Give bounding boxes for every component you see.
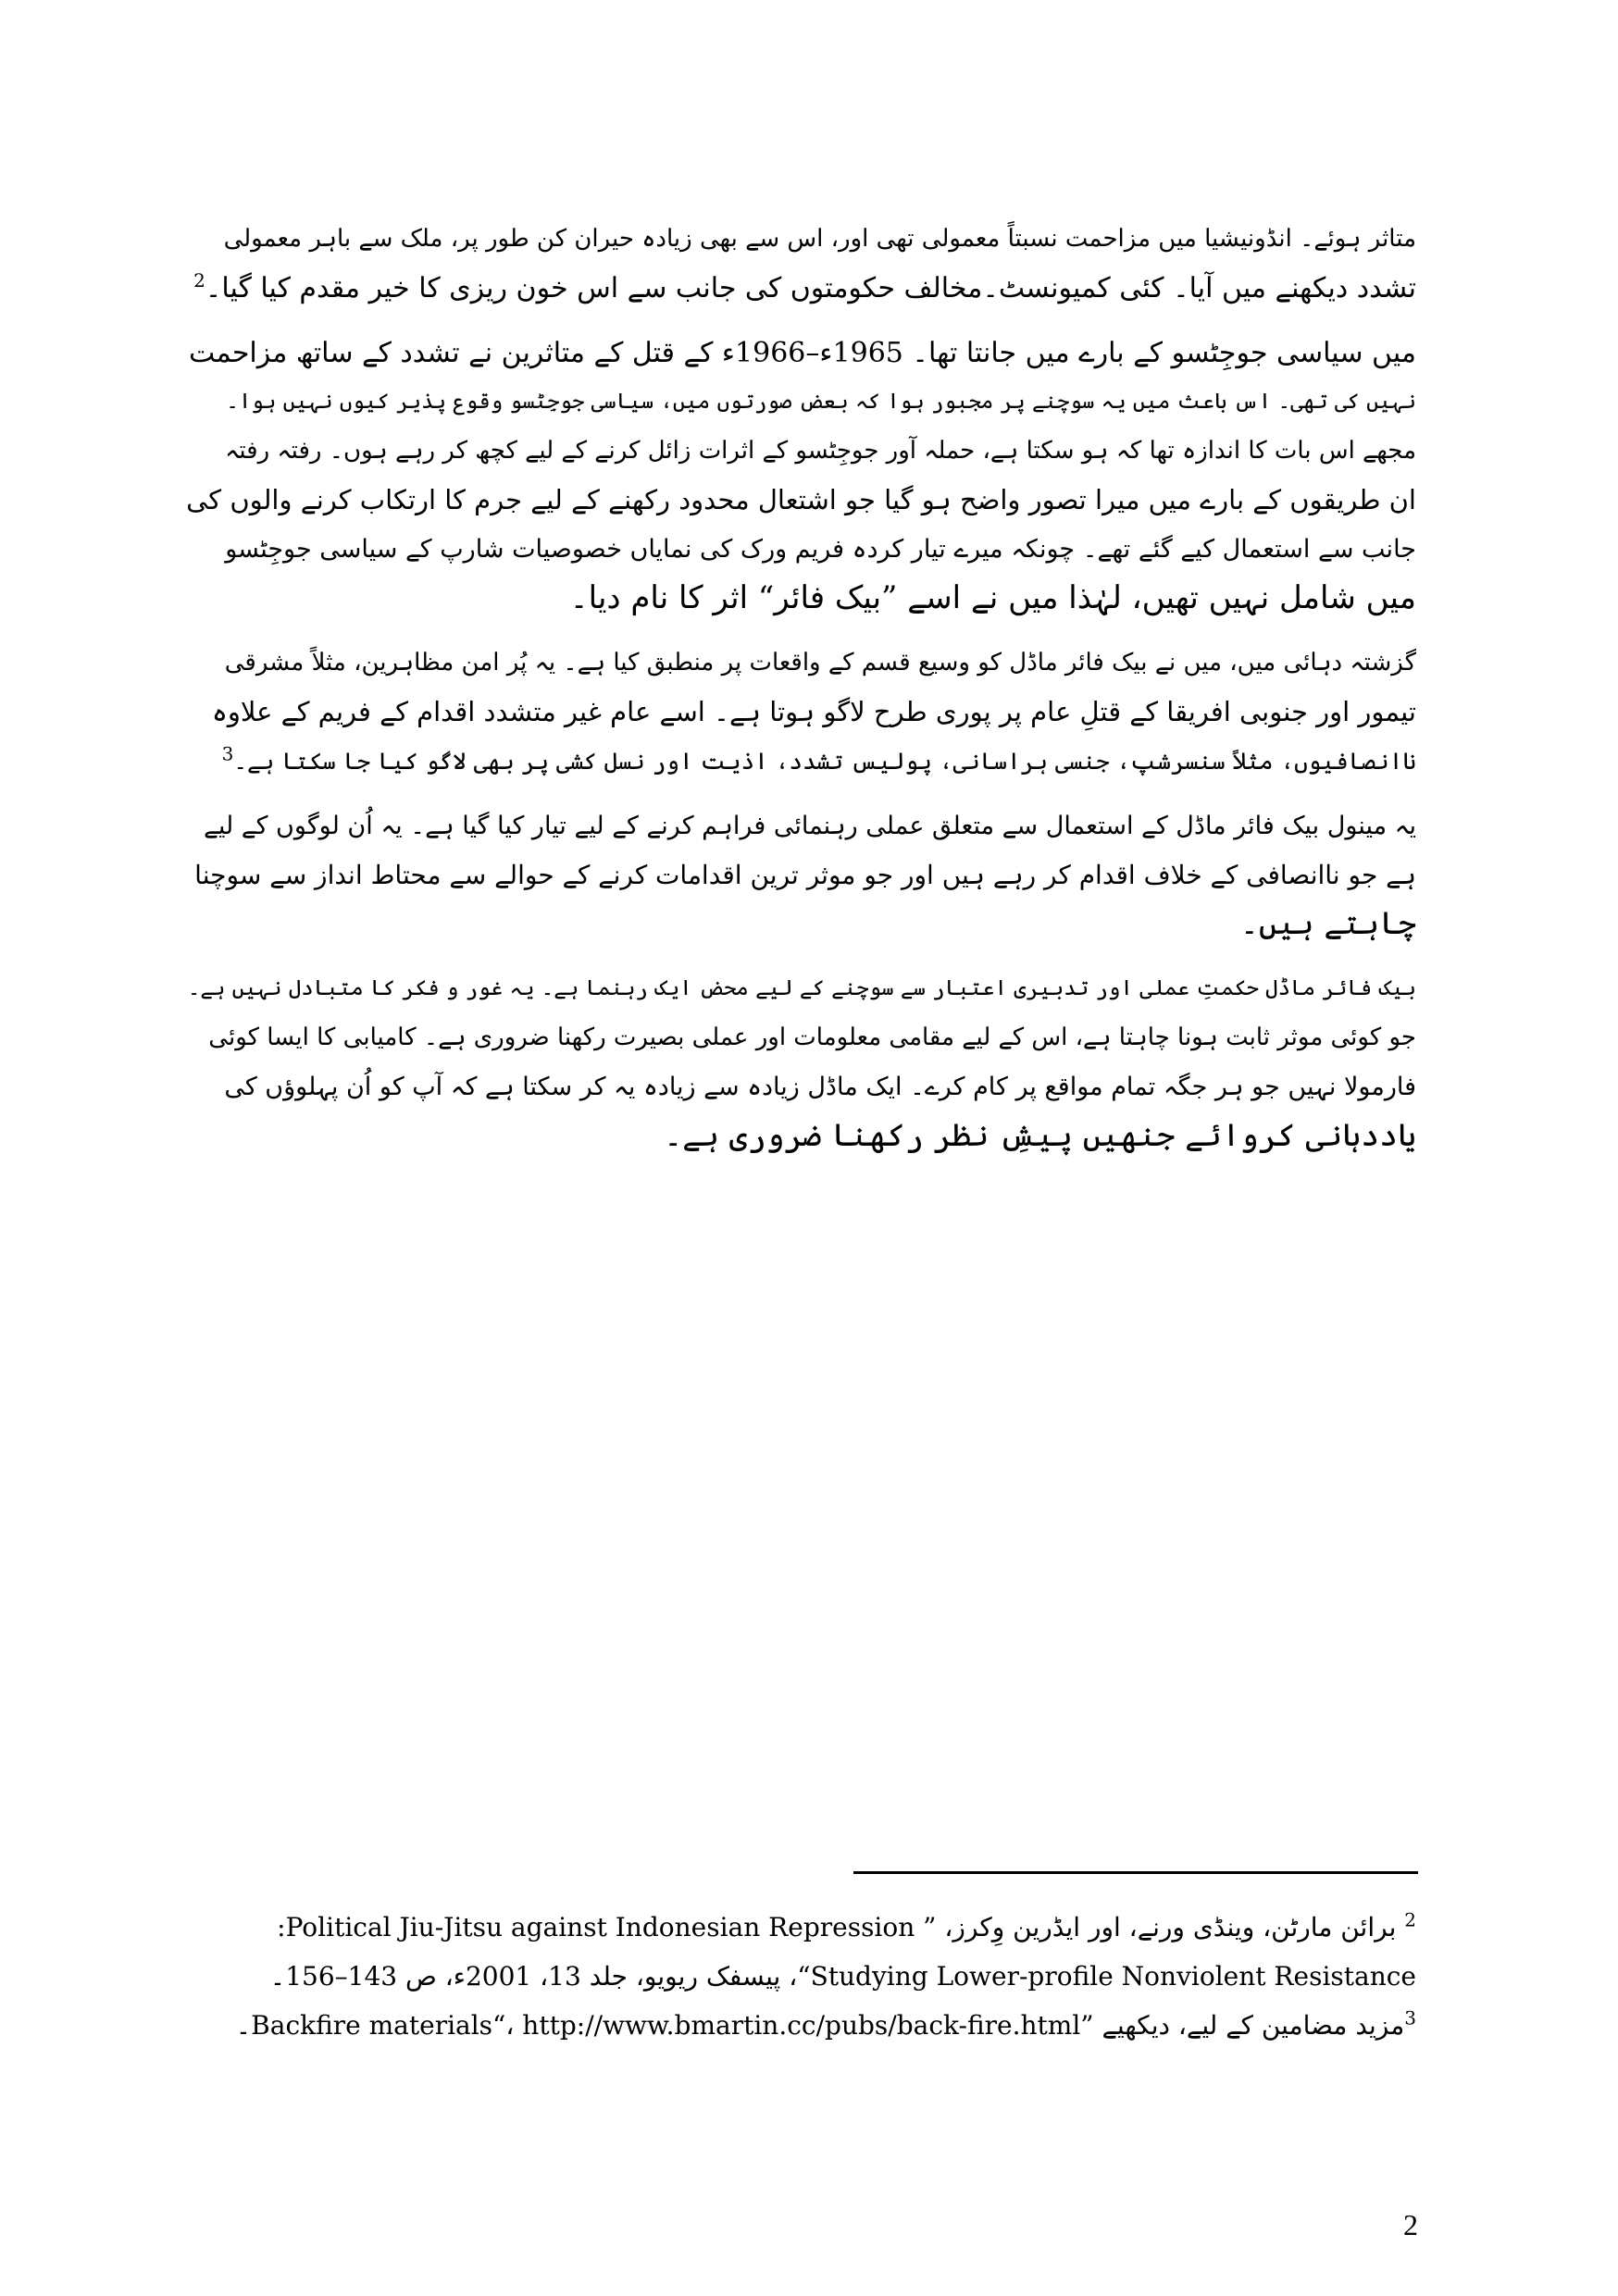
footnotes — [185, 1903, 1416, 2050]
text-line: نہیں کی تھی۔ اس باعث میں یہ سوچنے پر مجبور ہوا کہ بعض صورتوں میں، سیاسی جوجِٹسو وقوع پذیر کیوں نہیں ہوا۔ — [226, 390, 1416, 414]
text-line — [185, 264, 1416, 313]
page-number: 2 — [1403, 2208, 1418, 2241]
paragraph — [185, 215, 1416, 313]
footnote-text: مزید مضامین کے لیے، دیکھیے ”Backfire materials“، http://www.bmartin.cc/pubs/back-fire.html۔ — [235, 2010, 1405, 2041]
footnote-number: 2 — [1404, 1908, 1416, 1931]
footnote-text: برائن مارٹن، وینڈی ورنے، اور ایڈرین وِکرز، ” Political Jiu-Jitsu against Indonesian Repression: — [277, 1912, 1397, 1942]
footnote-reference: 3 — [221, 742, 234, 765]
text-line: تیمور اور جنوبی افریقا کے قتلِ عام پر پوری طرح لاگو ہوتا ہے۔ اسے عام غیر متشدد اقدام کے فریم کے علاوہ — [211, 696, 1416, 727]
text-line: متاثر ہوئے۔ انڈونیشیا میں مزاحمت نسبتاً معمولی تھی اور، اس سے بھی زیادہ حیران کن طور پر، ملک سے باہر معمولی — [223, 225, 1416, 253]
text-line: چاہتے ہیں۔ — [1239, 905, 1416, 942]
footnote-separator — [853, 1871, 1418, 1874]
text-line: فارمولا نہیں جو ہر جگہ تمام مواقع پر کام کرے۔ ایک ماڈل زیادہ سے زیادہ یہ کر سکتا ہے کہ آپ کو اُن پہلوؤں کی — [224, 1073, 1416, 1101]
text-segment: ناانصافیوں، مثلاً سنسرشپ، جنسی ہراسانی، پولیس تشدد، اذیت اور نسل کشی پر بھی لاگو کیا جا سکتا ہے۔ — [233, 748, 1416, 775]
paragraph — [185, 801, 1416, 949]
text-line: جانب سے استعمال کیے گئے تھے۔ چونکہ میرے تیار کردہ فریم ورک کی نمایاں خصوصیات شارپ کے سیاسی جوجِٹسو — [225, 535, 1416, 564]
text-line: بیک فائر ماڈل حکمتِ عملی اور تدبیری اعتبار سے سوچنے کے لیے محض ایک رہنما ہے۔ یہ غور و فکر کا متبادل نہیں ہے۔ — [187, 976, 1416, 1000]
footnote-number: 3 — [1404, 2006, 1416, 2029]
body-text — [185, 215, 1416, 1176]
text-line — [185, 737, 1416, 786]
footnote-line — [185, 2001, 1416, 2050]
paragraph — [185, 639, 1416, 786]
text-line: مجھے اس بات کا اندازہ تھا کہ ہو سکتا ہے، حملہ آور جوجِٹسو کے اثرات زائل کرنے کے لیے کچھ کر رہے ہوں۔ رفتہ رفتہ — [225, 437, 1416, 465]
text-line: یہ مینول بیک فائر ماڈل کے استعمال سے متعلق عملی رہنمائی فراہم کرنے کے لیے تیار کیا گیا ہے۔ یہ اُن لوگوں کے لیے — [204, 812, 1416, 840]
footnote-reference: 2 — [193, 269, 205, 292]
footnote-line: Studying Lower-profile Nonviolent Resistance“، پیسفک ریویو، جلد 13، 2001ء، ص 143–156۔ — [269, 1961, 1416, 1992]
text-line: یاددہانی کروائے جنھیں پیشِ نظر رکھنا ضروری ہے۔ — [664, 1117, 1416, 1154]
text-line: ان طریقوں کے بارے میں میرا تصور واضح ہو گیا جو اشتعال محدود رکھنے کے لیے جرم کا ارتکاب کرنے والوں کی — [186, 484, 1416, 515]
text-line: گزشتہ دہائی میں، میں نے بیک فائر ماڈل کو وسیع قسم کے واقعات پر منطبق کیا ہے۔ یہ پُر امن مظاہرین، مثلاً مشرقی — [224, 649, 1416, 676]
text-line: ہے جو ناانصافی کے خلاف اقدام کر رہے ہیں اور جو موثر ترین اقدامات کرنے کے حوالے سے محتاط انداز سے سوچنا — [194, 860, 1416, 890]
text-line: جو کوئی موثر ثابت ہونا چاہتا ہے، اس کے لیے مقامی معلومات اور عملی بصیرت رکھنا ضروری ہے۔ کامیابی کا ایسا کوئی — [208, 1024, 1416, 1051]
text-segment: تشدد دیکھنے میں آیا۔ کئی کمیونسٹ۔مخالف حکومتوں کی جانب سے اس خون ریزی کا خیر مقدم کیا گیا۔ — [205, 272, 1416, 304]
text-line: میں سیاسی جوجِٹسو کے بارے میں جانتا تھا۔ 1965ء–1966ء کے قتل کے متاثرین نے تشدد کے ساتھ مزاحمت — [189, 337, 1416, 369]
paragraph — [185, 329, 1416, 623]
paragraph — [185, 964, 1416, 1160]
text-line: میں شامل نہیں تھیں، لہٰذا میں نے اسے ”بیک فائر“ اثر کا نام دیا۔ — [569, 579, 1416, 616]
footnote-line — [185, 1903, 1416, 1952]
